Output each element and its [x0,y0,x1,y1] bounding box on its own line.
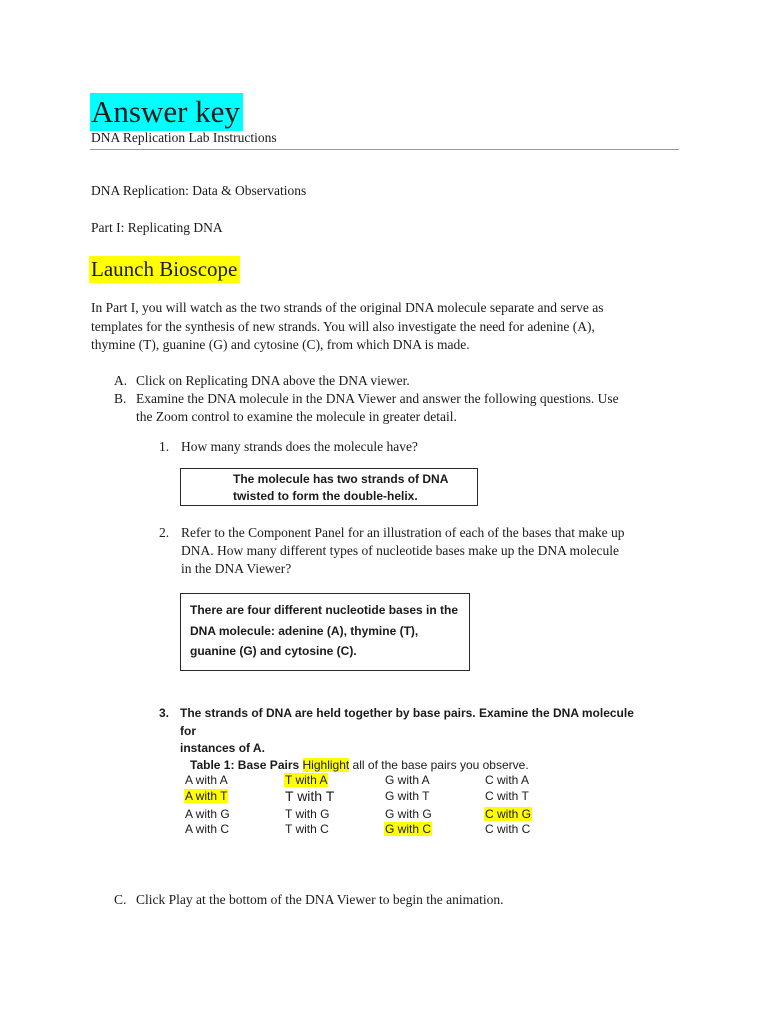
base-pair-cell: G with T [385,789,430,803]
answer-line: DNA molecule: adenine (A), thymine (T), [190,623,419,638]
question-number: 1. [159,439,170,454]
answer-line: guanine (G) and cytosine (C). [190,644,357,658]
question-text: DNA. How many different types of nucleotide bases make up the DNA molecule [181,543,620,558]
question-number: 2. [159,525,170,540]
base-pair-cell: G with G [385,807,432,821]
step-text: the Zoom control to examine the molecule in greater detail. [136,409,457,424]
base-pair-cell: A with A [185,773,228,787]
intro-line: templates for the synthesis of new strands. You will also investigate the need for adenine (A), [91,318,595,334]
step-marker: B. [114,391,127,406]
base-pair-cell: T with C [285,822,329,836]
base-pair-cell: C with C [485,822,531,836]
part-heading: Part I: Replicating DNA [91,220,223,235]
base-pair-cell: T with T [285,788,335,804]
answer-box-1 [180,468,478,506]
answer-key-title: Answer key [90,93,243,131]
table-caption [190,758,529,772]
lab-subtitle: DNA Replication Lab Instructions [91,130,277,145]
answer-line: twisted to form the double-helix. [233,489,418,503]
base-pair-cell: T with G [285,807,330,821]
base-pair-cell: A with C [185,822,230,836]
base-pair-cell: C with G [485,807,532,821]
table-caption-highlight: Highlight [302,758,350,772]
base-pairs-table [184,773,564,837]
launch-bioscope-heading: Launch Bioscope [89,256,240,283]
question-2 [159,524,699,580]
base-pair-cell: C with T [485,789,529,803]
header-divider [90,149,679,150]
base-pair-cell: A with T [185,789,228,803]
step-text: Examine the DNA molecule in the DNA Viewer and answer the following questions. Use [136,391,619,406]
question-text: Refer to the Component Panel for an illustration of each of the bases that make up [181,525,625,540]
base-pair-cell: G with C [385,822,432,836]
step-marker: C. [114,892,127,907]
intro-line: thymine (T), guanine (G) and cytosine (C), from which DNA is made. [91,337,470,352]
base-pair-cell: T with A [285,773,328,787]
question-number: 3. [159,706,170,720]
answer-line: The molecule has two strands of DNA [233,472,449,486]
table-caption-instruction: all of the base pairs you observe. [349,758,529,772]
answer-box-2 [180,593,470,671]
step-text: Click on Replicating DNA above the DNA viewer. [136,373,410,388]
step-b [114,390,694,426]
step-text: Click Play at the bottom of the DNA Viewer to begin the animation. [136,892,504,907]
question-text: The strands of DNA are held together by base pairs. Examine the DNA molecule for [180,706,634,738]
question-text: How many strands does the molecule have? [181,439,418,454]
base-pair-cell: C with A [485,773,530,787]
base-pair-cell: A with G [185,807,230,821]
question-text: instances of A. [180,741,265,755]
section-heading: DNA Replication: Data & Observations [91,183,307,198]
answer-line: There are four different nucleotide bases in the [190,603,459,617]
intro-line: In Part I, you will watch as the two strands of the original DNA molecule separate and serve as [91,300,604,315]
base-pair-cell: G with A [385,773,430,787]
step-marker: A. [114,373,128,388]
question-text: in the DNA Viewer? [181,561,292,576]
table-caption-title: Table 1: Base Pairs [190,758,300,772]
intro-paragraph [91,299,691,355]
